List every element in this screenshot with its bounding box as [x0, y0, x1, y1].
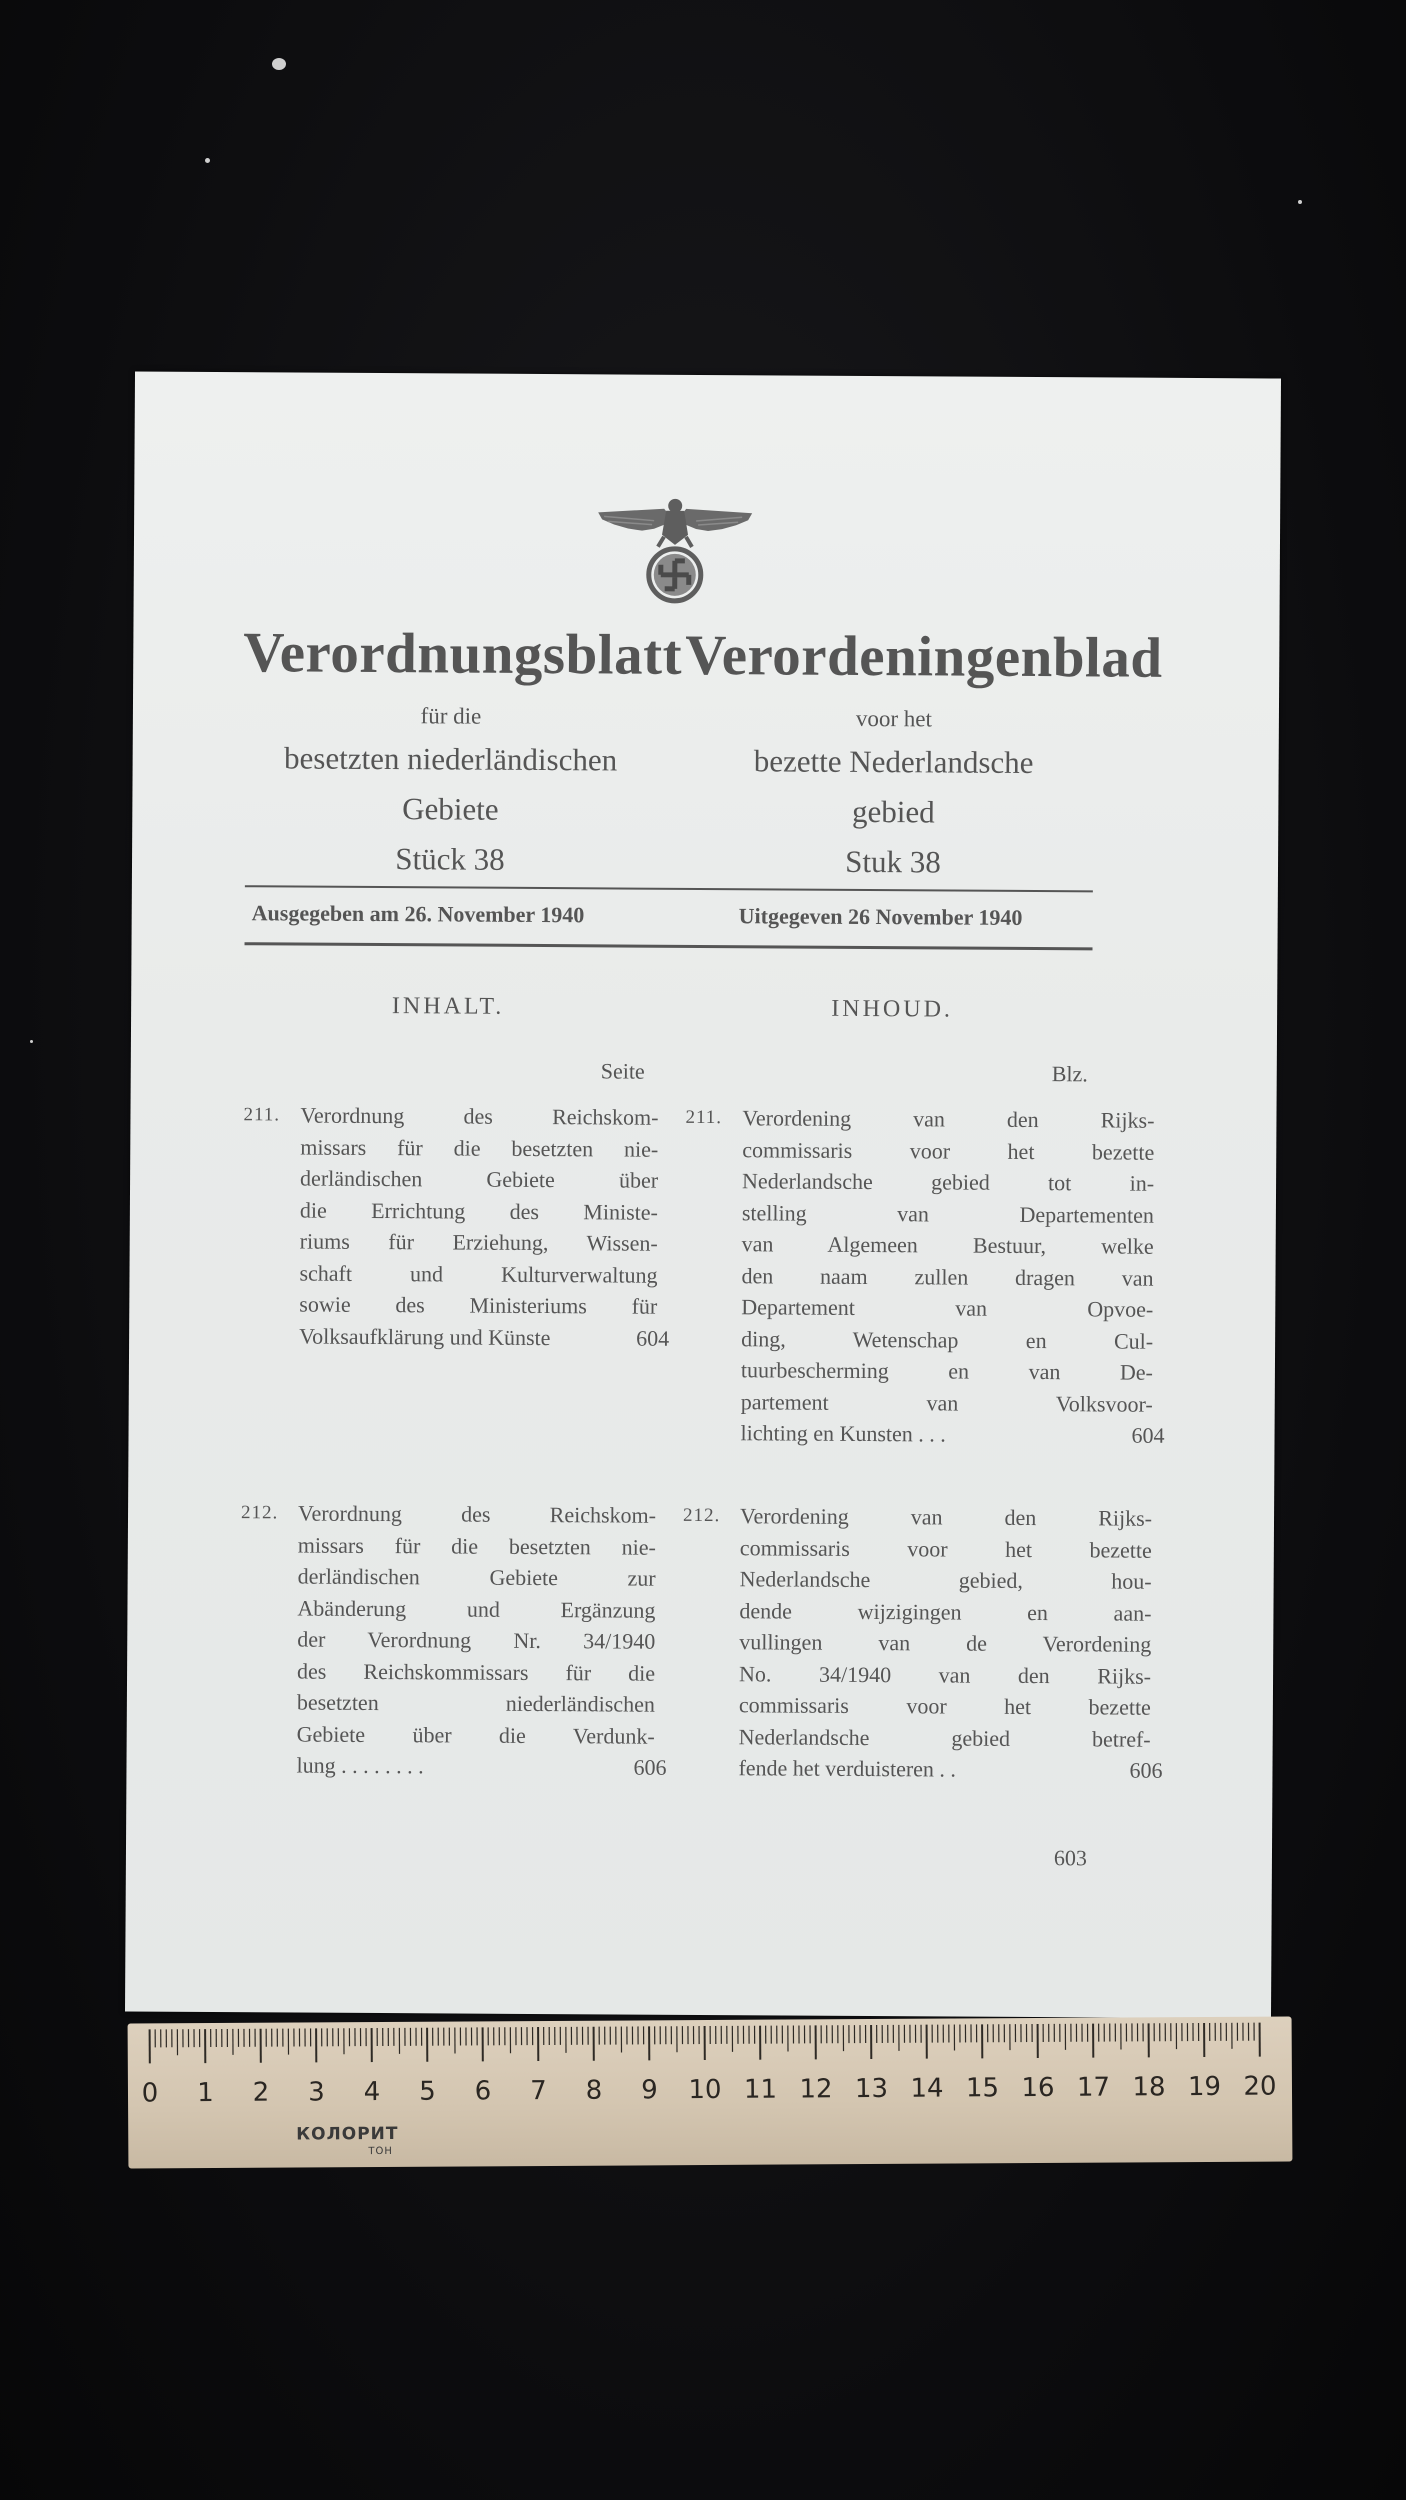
toc-entry-line: den naam zullen dragen van	[741, 1262, 1154, 1291]
toc-entry-line: dende wijzigingen en aan-	[739, 1597, 1152, 1626]
ruler-number: 6	[474, 2076, 492, 2107]
issue-german: Stück 38	[395, 841, 505, 877]
contents-heading-dutch: INHOUD.	[831, 995, 954, 1023]
toc-entry-line: derländischen Gebiete zur	[297, 1563, 656, 1591]
top-rule	[245, 885, 1093, 892]
toc-entry-line: partement van Volksvoor-	[740, 1388, 1153, 1417]
page-column-label-german: Seite	[600, 1058, 645, 1084]
toc-entry-page: 606	[1129, 1757, 1163, 1783]
toc-entry-line: Abänderung und Ergänzung	[297, 1595, 656, 1623]
ruler-number: 9	[641, 2075, 658, 2106]
ruler-number: 7	[530, 2075, 547, 2107]
document-page	[125, 372, 1281, 2019]
toc-entry-line: Volksaufklärung und Künste	[299, 1323, 551, 1350]
title-german: Verordnungsblatt	[243, 621, 683, 687]
toc-entry-line: stelling van Departementen	[741, 1199, 1154, 1228]
toc-entry-line: van Algemeen Bestuur, welke	[741, 1231, 1154, 1259]
ruler-number: 15	[965, 2073, 1000, 2104]
toc-entry-line: commissaris voor het bezette	[739, 1534, 1152, 1563]
toc-entry-line: lichting en Kunsten . . .	[740, 1420, 946, 1447]
measuring-ruler	[128, 2016, 1293, 2168]
ruler-number: 11	[743, 2074, 778, 2105]
toc-entry-line: Verordening van den Rijks-	[742, 1105, 1155, 1133]
toc-entry-line: missars für die besetzten nie-	[300, 1134, 659, 1162]
area-german-line1: besetzten niederländischen	[283, 740, 618, 778]
toc-entry-nl	[683, 1102, 1165, 1451]
toc-entry-line: Verordening van den Rijks-	[739, 1503, 1153, 1531]
ruler-brand-sub: ТОН	[368, 2145, 393, 2158]
ruler-number: 0	[141, 2078, 159, 2109]
toc-entry-line: missars für die besetzten nie-	[297, 1532, 656, 1560]
ruler-number: 3	[308, 2077, 325, 2108]
ruler-number: 16	[1021, 2072, 1055, 2104]
toc-entry-number: 212.	[240, 1502, 279, 1524]
toc-entry-line: ding, Wetenschap en Cul-	[741, 1325, 1154, 1354]
toc-entry-line: Nederlandsche gebied tot in-	[742, 1168, 1155, 1196]
ruler-number: 10	[688, 2074, 722, 2106]
toc-entry-text	[296, 1498, 656, 1784]
ruler-number: 5	[419, 2076, 436, 2107]
toc-entry-line: die Errichtung des Ministe-	[299, 1197, 658, 1225]
ruler-number: 1	[197, 2078, 214, 2109]
toc-entry-nl	[681, 1500, 1163, 1786]
toc-entry-page: 606	[633, 1754, 667, 1780]
issued-date-german: Ausgegeben am 26. November 1940	[251, 900, 585, 928]
toc-entry-line: vullingen van de Verordening	[739, 1629, 1152, 1657]
ruler-number: 19	[1187, 2071, 1222, 2103]
title-dutch: Verordeningenblad	[685, 623, 1163, 690]
issued-date-dutch: Uitgegeven 26 November 1940	[738, 903, 1023, 930]
toc-entry-line: Verordnung des Reichskom-	[300, 1102, 659, 1130]
area-dutch-line1: bezette Nederlandsche	[753, 743, 1034, 781]
toc-entry-text	[299, 1100, 659, 1354]
toc-entry-de	[242, 1099, 670, 1354]
fuer-die-label: für die	[420, 703, 482, 729]
toc-entry-line: schaft und Kulturverwaltung	[299, 1260, 658, 1288]
toc-entry-line: commissaris voor het bezette	[738, 1692, 1151, 1720]
ruler-number: 4	[363, 2077, 381, 2108]
ruler-number: 18	[1132, 2072, 1166, 2103]
area-german-line2: Gebiete	[402, 791, 499, 827]
toc-entry-line: No. 34/1940 van den Rijks-	[739, 1660, 1152, 1689]
voor-het-label: voor het	[855, 705, 932, 732]
toc-entry-page: 604	[636, 1325, 670, 1351]
toc-entry-line: Verordnung des Reichskom-	[297, 1500, 657, 1528]
area-dutch-line2: gebied	[851, 793, 935, 830]
ruler-scale	[128, 2016, 1293, 2168]
toc-entry-line: der Verordnung Nr. 34/1940	[297, 1626, 656, 1654]
toc-entry-line: Gebiete über die Verdunk-	[296, 1721, 655, 1749]
eagle-emblem-icon	[594, 494, 757, 607]
toc-entry-line: des Reichskommissars für die	[297, 1658, 656, 1686]
toc-entry-line: Nederlandsche gebied, hou-	[739, 1566, 1152, 1594]
toc-entry-line: tuurbescherming en van De-	[740, 1357, 1154, 1385]
toc-entry-de	[239, 1497, 667, 1783]
ruler-number: 12	[799, 2074, 833, 2105]
toc-entry-line: lung . . . . . . . .	[296, 1752, 424, 1779]
ruler-number: 13	[854, 2073, 889, 2105]
page-column-label-dutch: Blz.	[1051, 1061, 1088, 1087]
ruler-number: 20	[1243, 2071, 1277, 2102]
toc-entry-number: 211.	[685, 1106, 723, 1129]
dust-speck	[272, 58, 286, 70]
toc-entry-line: Departement van Opvoe-	[741, 1294, 1154, 1322]
ruler-number: 14	[910, 2073, 944, 2104]
toc-entry-line: riums für Erziehung, Wissen-	[299, 1228, 658, 1256]
toc-entry-line: Nederlandsche gebied betref-	[738, 1723, 1151, 1752]
toc-entry-text	[738, 1500, 1152, 1786]
ruler-number: 17	[1076, 2072, 1111, 2103]
ruler-number: 8	[585, 2075, 603, 2106]
toc-entry-number: 211.	[243, 1104, 281, 1126]
dust-speck	[1298, 200, 1302, 204]
issue-dutch: Stuk 38	[845, 843, 941, 880]
toc-entry-line: commissaris voor het bezette	[742, 1136, 1155, 1165]
toc-entry-line: sowie des Ministeriums für	[299, 1291, 658, 1319]
ruler-number: 2	[252, 2077, 270, 2108]
toc-entry-text	[740, 1102, 1154, 1451]
ruler-brand-logo: КОЛОРИТ	[296, 2123, 399, 2145]
toc-entry-line: fende het verduisteren . .	[738, 1755, 957, 1782]
toc-entry-number: 212.	[682, 1504, 721, 1527]
contents-heading-german: INHALT.	[391, 993, 505, 1020]
bottom-rule	[245, 942, 1093, 950]
toc-entry-line: besetzten niederländischen	[296, 1689, 655, 1717]
dust-speck	[205, 158, 210, 163]
page-number: 603	[1053, 1845, 1088, 1871]
dust-speck	[30, 1040, 33, 1043]
toc-entry-page: 604	[1131, 1422, 1165, 1448]
toc-entry-line: derländischen Gebiete über	[300, 1165, 659, 1193]
